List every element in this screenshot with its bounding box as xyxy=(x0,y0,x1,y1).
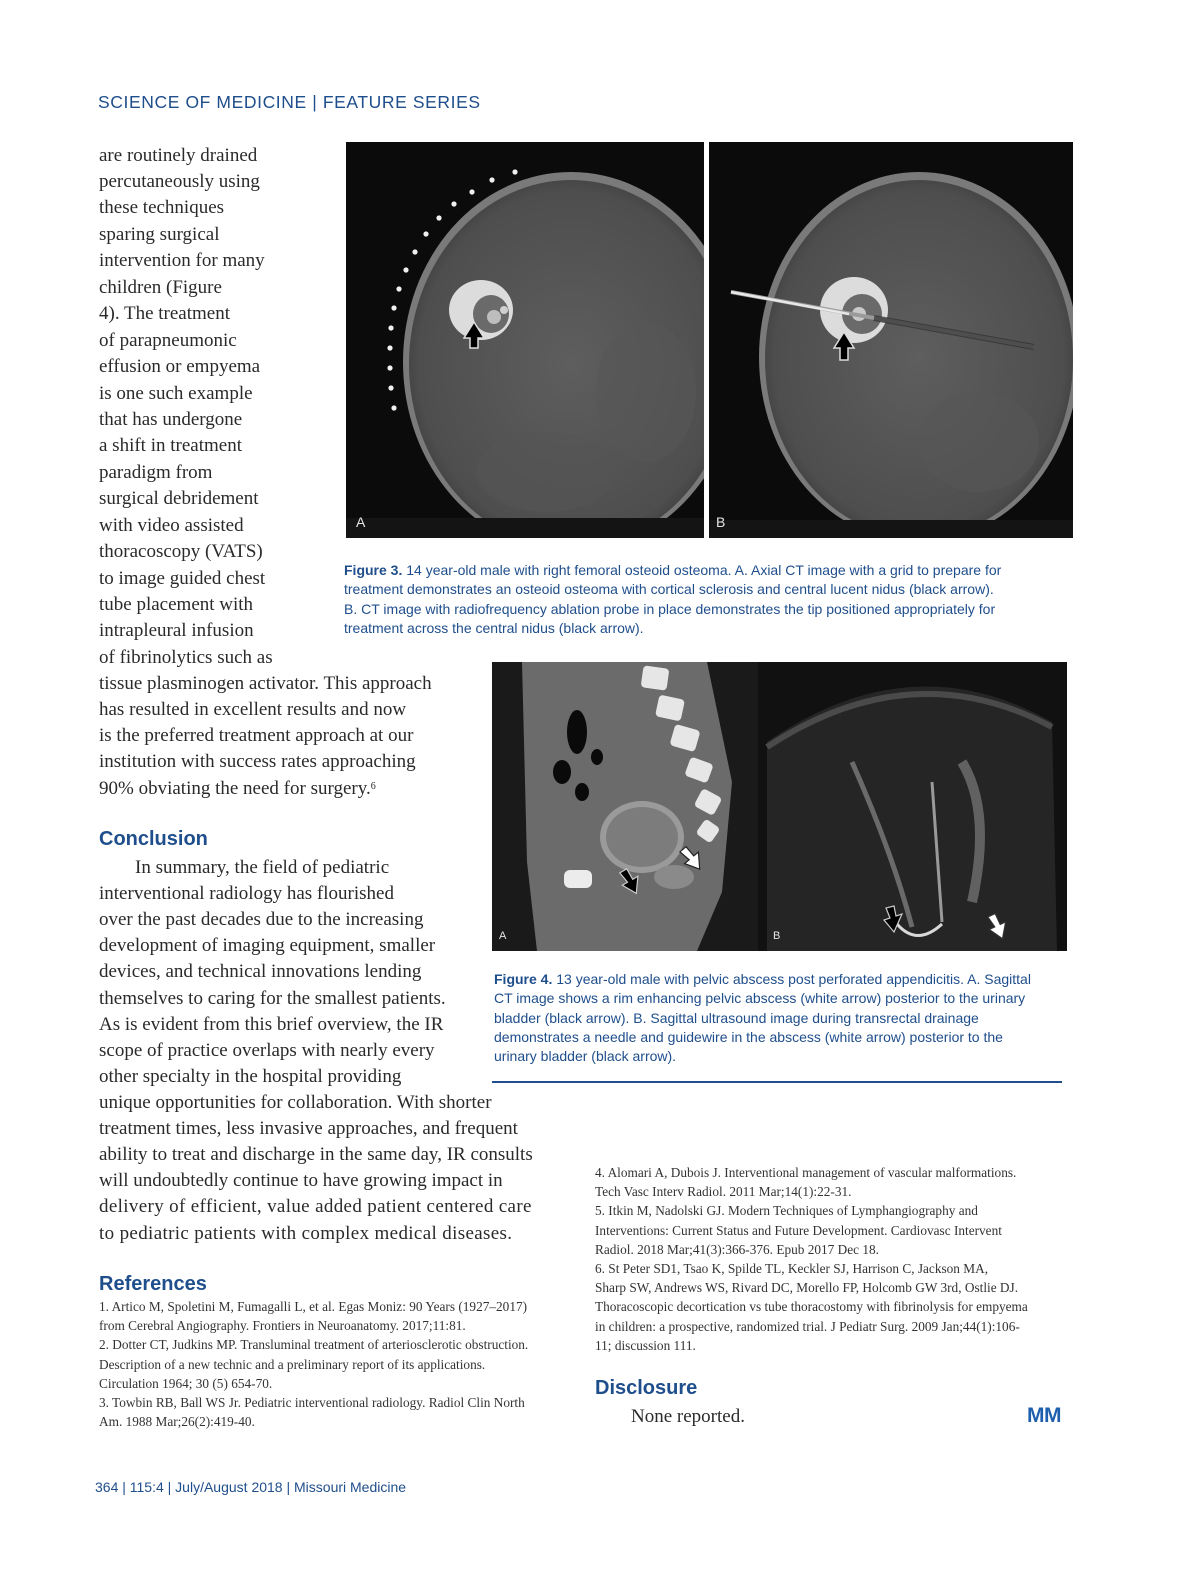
conclusion-line: treatment times, less invasive approaches, and frequent xyxy=(99,1118,518,1139)
body-line: surgical debridement xyxy=(99,488,259,509)
body-line: is the preferred treatment approach at our xyxy=(99,725,414,746)
body-line: children (Figure xyxy=(99,277,222,298)
conclusion-line: other specialty in the hospital providing xyxy=(99,1066,402,1087)
reference-line: 3. Towbin RB, Ball WS Jr. Pediatric interventional radiology. Radiol Clin North xyxy=(99,1395,525,1411)
conclusion-line: As is evident from this brief overview, the IR xyxy=(99,1014,444,1035)
references-heading: References xyxy=(99,1273,207,1295)
reference-line: 4. Alomari A, Dubois J. Interventional management of vascular malformations. xyxy=(595,1165,1017,1180)
body-line: percutaneously using xyxy=(99,171,260,192)
reference-line: 11; discussion 111. xyxy=(595,1337,696,1353)
figure4-caption xyxy=(494,970,1031,1066)
disclosure-heading: Disclosure xyxy=(595,1377,698,1399)
body-line: of fibrinolytics such as xyxy=(99,647,273,668)
body-line: is one such example xyxy=(99,383,253,404)
urinary-bladder xyxy=(606,807,678,867)
references-left-column xyxy=(99,1297,528,1431)
figure3-caption-line: treatment demonstrates an osteoid osteoma with cortical sclerosis and central lucent nidus (black arrow). xyxy=(344,581,994,598)
body-line: has resulted in excellent results and now xyxy=(99,699,407,720)
figure4-ct-and-ultrasound xyxy=(492,662,1067,951)
body-line: thoracoscopy (VATS) xyxy=(99,541,263,562)
conclusion-line: In summary, the field of pediatric xyxy=(135,857,390,878)
figure4-panel-a-label: A xyxy=(499,930,507,942)
conclusion-line: development of imaging equipment, smaller xyxy=(99,935,436,956)
body-line: to image guided chest xyxy=(99,568,266,589)
reference-line: Thoracoscopic decortication vs tube thoracostomy with fibrinolysis for empyema xyxy=(595,1299,1028,1315)
figure4-sagittal-ultrasound xyxy=(767,686,1057,951)
figure4-image xyxy=(492,662,1067,951)
figure3-panel-b-label: B xyxy=(716,514,726,530)
conclusion-line: delivery of efficient, value added patient centered care xyxy=(99,1196,532,1217)
body-line-text: 90% obviating the need for surgery. xyxy=(99,778,371,799)
references-right-column xyxy=(595,1163,1028,1355)
body-line: intervention for many xyxy=(99,250,265,271)
disclosure-text: None reported. xyxy=(631,1406,745,1427)
reference-line: Interventions: Current Status and Future Development. Cardiovasc Intervent xyxy=(595,1222,1002,1238)
conclusion-line: to pediatric patients with complex medical diseases. xyxy=(99,1223,513,1244)
page-footer: 364 | 115:4 | July/August 2018 | Missouri Medicine xyxy=(95,1479,407,1495)
conclusion-line: will undoubtedly continue to have growing impact in xyxy=(99,1170,503,1191)
body-line: institution with success rates approaching xyxy=(99,751,416,772)
reference-line: Circulation 1964; 30 (5) 654-70. xyxy=(99,1375,273,1391)
body-line: intrapleural infusion xyxy=(99,620,254,641)
figure4-caption-line: CT image shows a rim enhancing pelvic abscess (white arrow) posterior to the urinary xyxy=(494,990,1026,1007)
reference-line: Radiol. 2018 Mar;41(3):366-376. Epub 2017 Dec 18. xyxy=(595,1241,879,1257)
figure4-caption-line: demonstrates a needle and guidewire in the abscess (white arrow) posterior to the xyxy=(494,1028,1003,1045)
figure4-sagittal-ct xyxy=(492,662,766,951)
body-line: of parapneumonic xyxy=(99,330,237,351)
figure3-caption-line: B. CT image with radiofrequency ablation probe in place demonstrates the tip positioned appropriately for xyxy=(344,600,996,617)
pelvic-abscess xyxy=(654,865,694,889)
figure3-panel-b xyxy=(709,142,1073,538)
body-line: 4). The treatment xyxy=(99,303,231,324)
reference-line: from Cerebral Angiography. Frontiers in Neuroanatomy. 2017;11:81. xyxy=(99,1318,466,1334)
conclusion-line: over the past decades due to the increasing xyxy=(99,909,424,930)
figure3-panel-a-label: A xyxy=(356,514,366,530)
figure3-caption-label: Figure 3. xyxy=(344,562,403,578)
conclusion-line: devices, and technical innovations lending xyxy=(99,961,422,982)
reference-line: Sharp SW, Andrews WS, Rivard DC, Morello FP, Holcomb GW 3rd, Ostlie DJ. xyxy=(595,1280,1019,1296)
conclusion-line: themselves to caring for the smallest patients. xyxy=(99,988,446,1009)
reference-line: 6. St Peter SD1, Tsao K, Spilde TL, Keckler SJ, Harrison C, Jackson MA, xyxy=(595,1261,989,1277)
series-header: SCIENCE OF MEDICINE | FEATURE SERIES xyxy=(98,92,481,112)
figure4-caption-line: bladder (black arrow). B. Sagittal ultrasound image during transrectal drainage xyxy=(494,1009,979,1026)
body-line: effusion or empyema xyxy=(99,356,261,377)
body-line: these techniques xyxy=(99,197,225,218)
reference-line: Description of a new technic and a preliminary report of its applications. xyxy=(99,1356,486,1372)
body-line: with video assisted xyxy=(99,515,244,536)
reference-line: Tech Vasc Interv Radiol. 2011 Mar;14(1):22-31. xyxy=(595,1184,852,1200)
citation-superscript: 6 xyxy=(370,781,376,792)
figure3-caption-line: 14 year-old male with right femoral osteoid osteoma. A. Axial CT image with a grid to prepare for xyxy=(402,562,1002,578)
body-line: tissue plasminogen activator. This approach xyxy=(99,673,432,694)
body-line: that has undergone xyxy=(99,409,243,430)
conclusion-line: scope of practice overlaps with nearly every xyxy=(99,1040,435,1061)
body-line: a shift in treatment xyxy=(99,435,242,456)
conclusion-line: ability to treat and discharge in the same day, IR consults xyxy=(99,1144,533,1165)
reference-line: Am. 1988 Mar;26(2):419-40. xyxy=(99,1414,255,1430)
figure4-panel-b-label: B xyxy=(773,930,781,942)
figure3-ct-image-b xyxy=(709,142,1073,538)
figure3-caption xyxy=(344,561,1001,638)
body-line: sparing surgical xyxy=(99,224,220,245)
conclusion-line: unique opportunities for collaboration. With shorter xyxy=(99,1092,492,1113)
reference-line: 2. Dotter CT, Judkins MP. Transluminal treatment of arteriosclerotic obstruction. xyxy=(99,1337,529,1353)
missouri-medicine-logo: MM xyxy=(1027,1404,1061,1427)
body-line: paradigm from xyxy=(99,462,213,483)
figure3-ct-image-a xyxy=(346,142,704,538)
body-line: tube placement with xyxy=(99,594,254,615)
body-line: are routinely drained xyxy=(99,145,258,166)
body-line-with-citation xyxy=(99,776,376,802)
figure4-divider xyxy=(492,1081,1062,1083)
figure3-panel-a xyxy=(346,142,704,538)
reference-line: in children: a prospective, randomized trial. J Pediatr Surg. 2009 Jan;44(1):106- xyxy=(595,1318,1020,1334)
figure4-caption-label: Figure 4. xyxy=(494,971,553,987)
figure3-caption-line: treatment across the central nidus (black arrow). xyxy=(344,619,644,636)
figure4-caption-line: urinary bladder (black arrow). xyxy=(494,1048,677,1065)
reference-line: 5. Itkin M, Nadolski GJ. Modern Techniques of Lymphangiography and xyxy=(595,1203,978,1219)
conclusion-heading: Conclusion xyxy=(99,828,208,850)
conclusion-line: interventional radiology has flourished xyxy=(99,883,394,904)
reference-line: 1. Artico M, Spoletini M, Fumagalli L, et al. Egas Moniz: 90 Years (1927–2017) xyxy=(99,1299,528,1314)
figure4-caption-line: 13 year-old male with pelvic abscess post perforated appendicitis. A. Sagittal xyxy=(552,971,1031,987)
